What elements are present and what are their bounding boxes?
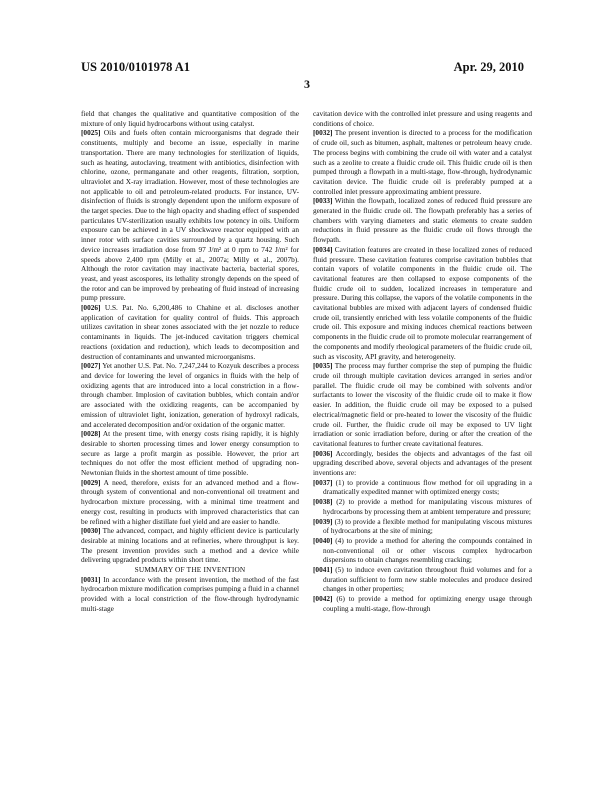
paragraph-number: [0029]: [81, 477, 101, 487]
paragraph-0035: [313, 361, 532, 448]
paragraph-number: [0036]: [313, 448, 333, 458]
paragraph-text: (5) to induce even cavitation throughout fluid volumes and for a duration sufficient to form new stable molecules and produce desired changes in other properties;: [323, 565, 532, 594]
paragraph-0034: [313, 245, 532, 361]
paragraph-0033: [313, 196, 532, 245]
paragraph-number: [0025]: [81, 128, 101, 138]
paragraph-continuation: field that changes the qualitative and quantitative composition of the mixture of only liquid hydrocarbons without using catalyst.: [81, 109, 299, 128]
paragraph-text: (1) to provide a continuous flow method for oil upgrading in a dramatically expedited manner with optimized energy costs;: [323, 477, 532, 497]
paragraph-0036: [313, 449, 532, 478]
paragraph-text: Accordingly, besides the objects and advantages of the fast oil upgrading described above, several objects and advantages of the present inventions are:: [313, 448, 532, 478]
paragraph-number: [0037]: [313, 477, 333, 487]
paragraph-text: The advanced, compact, and highly efficient device is particularly desirable at mining locations and at refineries, where throughput is key. The present invention provides such a method and a device while delivering upgraded products within short time.: [81, 526, 299, 565]
page-number: 3: [304, 77, 310, 91]
paragraph-text: The present invention is directed to a process for the modification of crude oil, such as bitumen, asphalt, maltenes or petroleum heavy crude. The process begins with combining the crude oil with water and a catalyst such as a zeolite to create a fluidic crude oil. This fluidic crude oil is then pumped through a flowpath in a multi-stage, flow-through, hydrodynamic cavitation device. The fluidic crude oil is preferably pumped at a controlled inlet pressure approximating ambient pressure.: [313, 128, 532, 196]
list-item: [313, 565, 532, 594]
paragraph-text: Within the flowpath, localized zones of reduced fluid pressure are generated in the fluidic crude oil. The flowpath preferably has a series of chambers with varying diameters and static elements to create sudden reductions in fluid pressure as the fluidic crude oil flows through the flowpath.: [313, 196, 532, 245]
right-column: [313, 109, 532, 614]
list-item: [313, 478, 532, 497]
paragraph-number: [0039]: [313, 516, 333, 526]
paragraph-text: U.S. Pat. No. 6,200,486 to Chahine et al. discloses another application of cavitation for quality control of fluids. This approach utilizes cavitation in shear zones associated with the jet nozzle to reduce contaminants in liquids. The jet-induced cavitation triggers chemical reactions (oxidation and reduction), which leads to decomposition and destruction of contaminants and unwanted microorganisms.: [81, 303, 299, 361]
paragraph-0028: [81, 429, 299, 478]
paragraph-text: In accordance with the present invention, the method of the fast hydrocarbon mixture modification comprises pumping a fluid in a channel provided with a local constriction of the flow-through hydrodynamic multi-stage: [81, 574, 300, 613]
paragraph-text: The process may further comprise the step of pumping the fluidic crude oil through multiple cavitation devices arranged in series and/or parallel. The fluidic crude oil may be combined with solvents and/or surfactants to lower the viscosity of the fluidic crude oil to make it flow easier. In addition, the fluidic crude oil may be exposed to a pulsed electrical/magnetic field or pre-heated to lower the viscosity of the fluidic crude oil. Further, the fluidic crude oil may be exposed to UV light irradiation or sonic irradiation before, during or after the creation of the cavitational features to further create cavitational features.: [313, 361, 532, 448]
list-item: [313, 536, 532, 565]
paragraph-number: [0035]: [313, 361, 333, 371]
paragraph-number: [0041]: [313, 565, 333, 575]
paragraph-0032: [313, 128, 532, 196]
paragraph-number: [0040]: [313, 535, 333, 545]
paragraph-number: [0042]: [313, 594, 333, 604]
paragraph-number: [0031]: [81, 574, 101, 584]
paragraph-0027: [81, 361, 299, 429]
paragraph-text: (6) to provide a method for optimizing energy usage through coupling a multi-stage, flow-through: [323, 594, 533, 613]
section-heading: SUMMARY OF THE INVENTION: [134, 565, 246, 575]
paragraph-text: (2) to provide a method for manipulating viscous mixtures of hydrocarbons by processing them at ambient temperature and pressure;: [323, 497, 532, 516]
paragraph-number: [0038]: [313, 497, 333, 507]
paragraph-0031: [81, 575, 299, 614]
paragraph-number: [0026]: [81, 303, 101, 313]
paragraph-number: [0028]: [81, 429, 101, 439]
list-item: [313, 497, 532, 516]
paragraph-0026: [81, 303, 299, 361]
publication-number: US 2010/0101978 A1: [81, 60, 191, 74]
paragraph-0025: [81, 128, 299, 303]
paragraph-text: (4) to provide a method for altering the compounds contained in non-conventional oil or other viscous complex hydrocarbon dispersions to obtain changes resembling cracking;: [323, 535, 532, 565]
paragraph-text: Yet another U.S. Pat. No. 7,247,244 to Kozyuk describes a process and device for lowering the level of organics in fluids with the help of oxidizing agents that are introduced into a local constriction in a flow-through chamber. Implosion of cavitation bubbles, which contain and/or are associated with the oxidizing reagents, can be accompanied by emission of ultraviolet light, ionization, generation of hydroxyl radicals, and accelerated decomposition and/or oxidation of the organic matter.: [81, 361, 299, 429]
paragraph-text: (3) to provide a flexible method for manipulating viscous mixtures of hydrocarbons at the site of mining;: [323, 516, 532, 536]
paragraph-continuation: cavitation device with the controlled inlet pressure and using reagents and conditions of choice.: [313, 109, 532, 128]
left-column: [81, 109, 299, 614]
paragraph-text: Oils and fuels often contain microorganisms that degrade their constituents, multiply and become an issue, especially in marine transportation. There are many technologies for sterilization of liquids, such as heating, autoclaving, treatment with antibiotics, disinfection with chlorine, ozone, permanganate and other reagents, filtration, sorption, ultraviolet and X-ray irradiation. However, most of these technologies are not applicable to oil and petroleum-related products. For instance, UV-disinfection of fluids is strongly dependent upon the uniform exposure of the target species. Due to the high opacity and shading effect of suspended particulates UV-sterilization usually exhibits low potency in oils. Uniform exposure can be achieved in a UV shockwave reactor equipped with an inner rotor with surface cavities surrounded by a quartz housing. Such device increases irradiation dose from 97 J/m² at 0 rpm to 742 J/m² for speeds above 2,400 rpm (Milly et al., 2007a; Milly et al., 2007b). Although the rotor cavitation may inactivate bacteria, bacterial spores, yeast, and yeast ascospores, its lethality strongly depends on the speed of the rotor and can be improved by preheating of fluid instead of increasing pump pressure.: [81, 128, 299, 303]
list-item: [313, 594, 532, 613]
paragraph-text: Cavitation features are created in these localized zones of reduced fluid pressure. These cavitation features comprise cavitation bubbles that contain vapors of volatile components in the fluidic crude oil. The cavitational features are then collapsed to expose components of the fluidic crude oil to sudden, localized increases in temperature and pressure. During this collapse, the vapors of the volatile components in the cavitational bubbles are mixed with adjacent layers of condensed fluidic crude oil, transiently enriched with less volatile components of the fluidic crude oil. This exposure and mixing induces chemical reactions between components in the fluidic crude oil to promote molecular rearrangement of the components and modify rheological parameters of the fluidic crude oil, such as viscosity, API gravity, and heterogeneity.: [313, 244, 532, 361]
paragraph-number: [0030]: [81, 526, 101, 536]
paragraph-number: [0034]: [313, 244, 333, 254]
paragraph-number: [0032]: [313, 128, 333, 138]
paragraph-number: [0027]: [81, 361, 101, 371]
paragraph-text: At the present time, with energy costs rising rapidly, it is highly desirable to shorten processing times and lower energy consumption to secure as large a profit margin as possible. However, the prior art techniques do not offer the most efficient method of upgrading non-Newtonian fluids in the shortest amount of time possible.: [81, 429, 300, 478]
paragraph-text: A need, therefore, exists for an advanced method and a flow-through system of conventional and non-conventional oil treatment and hydrocarbon mixture processing, with a minimal time treatment and energy cost, resulting in products with improved characteristics that can be refined with a higher distillate fuel yield and are easier to handle.: [81, 477, 299, 526]
publication-date: Apr. 29, 2010: [453, 60, 524, 74]
paragraph-0029: [81, 478, 299, 527]
list-item: [313, 517, 532, 536]
paragraph-0030: [81, 526, 299, 565]
paragraph-number: [0033]: [313, 196, 333, 206]
